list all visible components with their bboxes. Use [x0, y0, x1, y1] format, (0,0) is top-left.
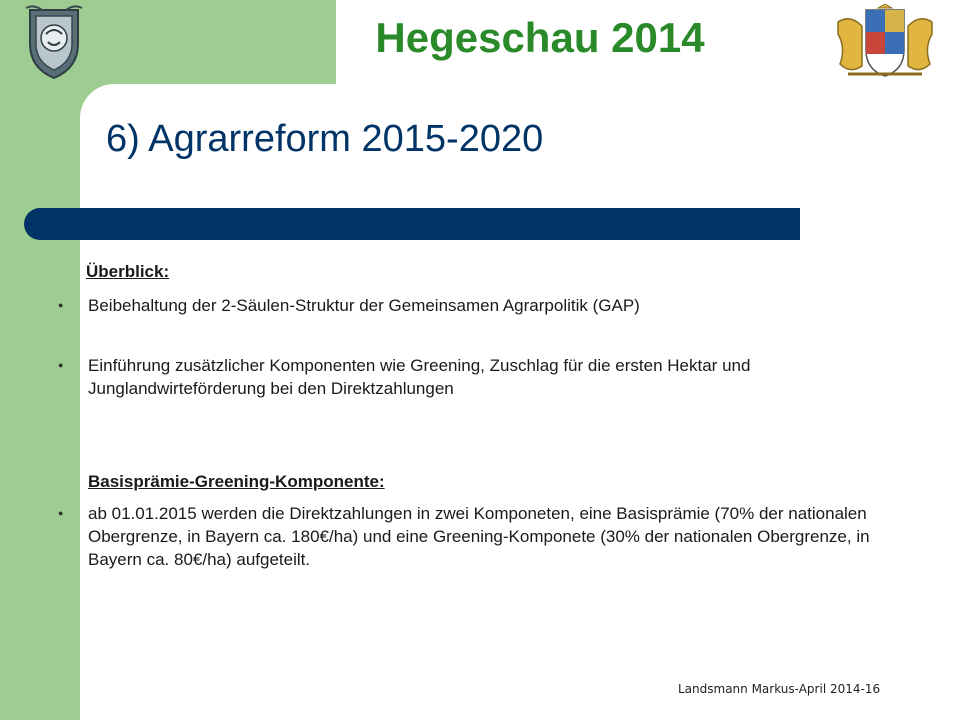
bullet-icon: ●	[58, 300, 64, 310]
footer-text: Landsmann Markus-April 2014-16	[678, 682, 881, 696]
header-title: Hegeschau 2014	[375, 14, 705, 61]
slide-subtitle: 6) Agrarreform 2015-2020	[106, 118, 544, 160]
section-heading-basis: Basisprämie-Greening-Komponente:	[88, 472, 385, 491]
bullet-icon: ●	[58, 508, 64, 518]
bavarian-coat-of-arms-icon	[828, 4, 942, 80]
list-item	[58, 354, 938, 402]
list-item-text: Beibehaltung der 2-Säulen-Struktur der Gemeinsamen Agrarpolitik (GAP)	[88, 296, 640, 315]
list-item	[58, 502, 938, 574]
list-item-text: Einführung zusätzlicher Komponenten wie Greening, Zuschlag für die ersten Hektar und Junglandwirteförderung bei den Direktzahlungen	[88, 356, 751, 398]
hunting-crest-icon	[22, 4, 86, 80]
section-heading-overview: Überblick:	[86, 262, 170, 281]
bullet-icon: ●	[58, 360, 64, 370]
list-item-text: ab 01.01.2015 werden die Direktzahlungen in zwei Komponeten, eine Basisprämie (70% der nationalen Obergrenze, in Bayern ca. 180€/ha) und eine Greening-Komponete (30% der nationalen Obergrenze, in Bayern ca. 80€/ha) aufgeteilt.	[88, 504, 870, 569]
accent-bar	[24, 208, 800, 240]
list-item	[58, 294, 938, 318]
